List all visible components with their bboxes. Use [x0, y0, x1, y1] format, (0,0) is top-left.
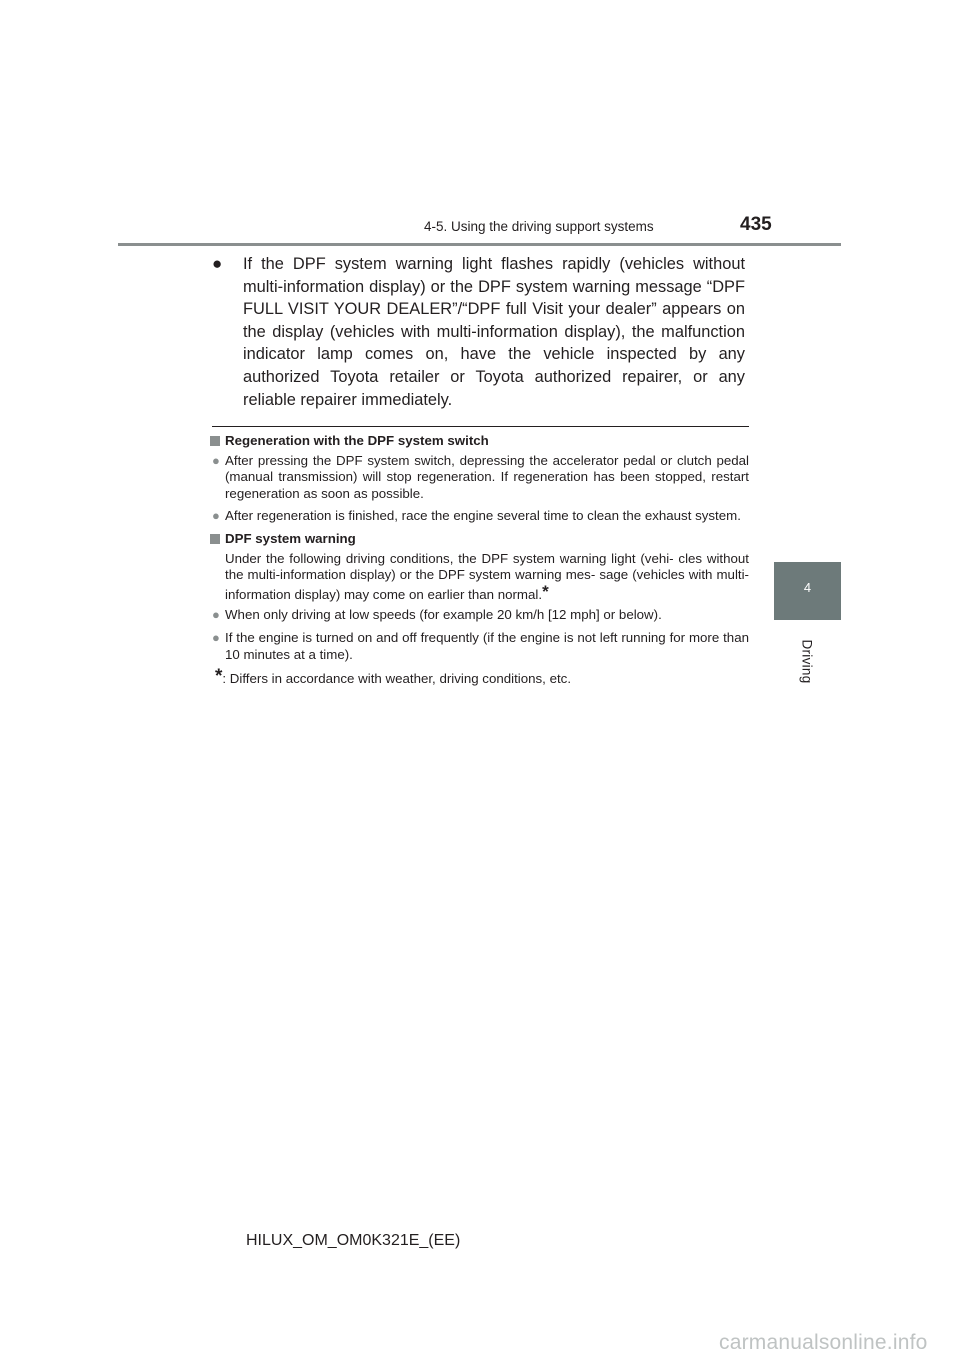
- list-item-text: If the engine is turned on and off frequently (if the engine is not left running for more than 10 minutes at a time).: [225, 629, 749, 662]
- section-divider: [212, 426, 749, 427]
- square-bullet-icon: [210, 436, 220, 446]
- list-item: [210, 607, 749, 624]
- section-title: 4-5. Using the driving support systems: [424, 219, 654, 234]
- list-item-text: After regeneration is finished, race the engine several time to clean the exhaust system.: [225, 508, 741, 524]
- footnote-text: : Differs in accordance with weather, driving conditions, etc.: [222, 671, 572, 687]
- watermark: carmanualsonline.info: [719, 1331, 928, 1354]
- main-bullet-text: If the DPF system warning light flashes rapidly (vehicles without multi-information display) or the DPF system warning message “DPF FULL VISIT YOUR DEALER”/“DPF full Visit your dealer” appears on the display (vehicles with multi-information display), the malfunction indicator lamp comes on, have the vehicle inspected by any authorized Toyota retailer or Toyota authorized repairer, or any reliable repairer immediately.: [243, 255, 745, 409]
- note-heading-text: Regeneration with the DPF system switch: [225, 433, 489, 448]
- asterisk-mark: *: [542, 581, 549, 601]
- bullet-icon: ●: [212, 452, 220, 468]
- note-paragraph-text: Under the following driving conditions, the DPF system warning light (vehi- cles without the multi-information display) or the DPF system warning mes- sage (vehicles with multi-information display) may come on earlier than normal.: [225, 550, 749, 602]
- page-number: 435: [740, 214, 772, 235]
- note-heading-regeneration: [210, 433, 749, 450]
- chapter-label: Driving: [799, 639, 815, 684]
- bullet-icon: ●: [212, 629, 220, 645]
- chapter-tab: [774, 562, 841, 620]
- bullet-icon: ●: [212, 508, 220, 524]
- bullet-icon: ●: [212, 607, 220, 623]
- main-bullet-item: [212, 253, 745, 411]
- document-code: HILUX_OM_OM0K321E_(EE): [246, 1232, 461, 1249]
- bullet-icon: ●: [212, 254, 223, 273]
- list-item: [210, 630, 749, 663]
- note-heading-dpf-warning: [210, 531, 749, 548]
- list-item: [210, 453, 749, 503]
- chapter-number: 4: [803, 580, 812, 595]
- asterisk-mark: *: [215, 666, 223, 688]
- note-paragraph: [210, 551, 749, 604]
- header-rule: [118, 243, 841, 246]
- square-bullet-icon: [210, 534, 220, 544]
- note-heading-text: DPF system warning: [225, 530, 356, 546]
- notes-block: [210, 433, 749, 688]
- list-item-text: When only driving at low speeds (for example 20 km/h [12 mph] or below).: [225, 607, 662, 623]
- list-item: [210, 508, 749, 525]
- footnote: [210, 666, 749, 688]
- list-item-text: After pressing the DPF system switch, depressing the accelerator pedal or clutch pedal (manual transmission) will stop regeneration. If regeneration has been stopped, restart regeneration as soon as possible.: [225, 452, 749, 501]
